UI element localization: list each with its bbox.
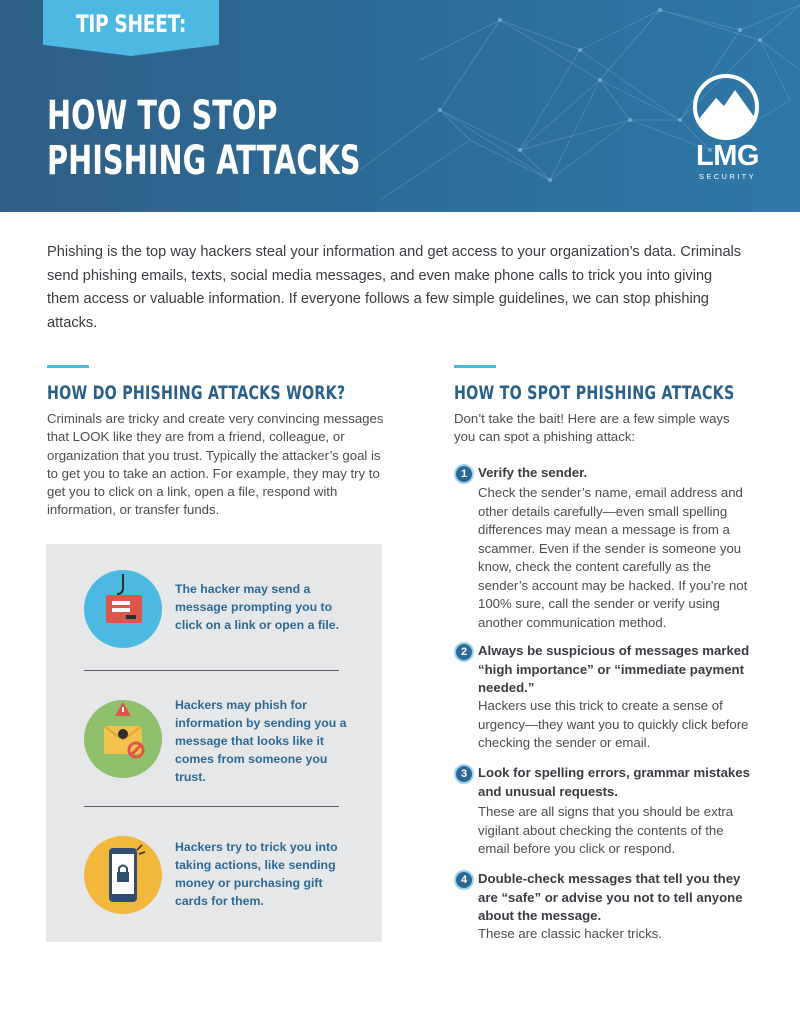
warning-envelope-icon	[84, 700, 162, 778]
step-number-4: 4	[454, 870, 474, 890]
page-title	[47, 94, 361, 184]
fishhook-message-icon	[84, 570, 162, 648]
callout-text-1: The hacker may send a message prompting you to click on a link or open a file.	[175, 582, 340, 632]
right-intro: Don’t take the bait! Here are a few simple ways you can spot a phishing attack:	[454, 411, 730, 445]
step-heading-4: Double-check messages that tell you they are “safe” or advise you not to tell anyone about the message.	[478, 871, 743, 923]
step-body-3: These are all signs that you should be extra vigilant about checking the contents of the email before you click or respond.	[478, 804, 734, 856]
callout-text-3: Hackers try to trick you into taking actions, like sending money or purchasing gift cards for them.	[175, 840, 338, 908]
header-banner	[0, 0, 800, 212]
intro-paragraph: Phishing is the top way hackers steal your information and get access to your organization’s data. Criminals send phishing emails, texts, social media messages, and even make phone calls to trick you into giving them access or valuable information. If everyone follows a few simple guidelines, we can stop phishing attacks.	[47, 244, 742, 331]
right-heading: HOW TO SPOT PHISHING ATTACKS	[454, 382, 735, 404]
right-accent-bar	[454, 365, 496, 368]
callout-divider-1	[84, 670, 339, 671]
step-number-3: 3	[454, 764, 474, 784]
step-heading-2: Always be suspicious of messages marked “high importance” or “immediate payment needed.”	[478, 643, 750, 695]
left-accent-bar	[47, 365, 89, 368]
step-number-2: 2	[454, 642, 474, 662]
step-heading-3: Look for spelling errors, grammar mistakes and unusual requests.	[478, 765, 750, 799]
logo-subtitle: SECURITY	[698, 172, 757, 181]
left-heading: HOW DO PHISHING ATTACKS WORK?	[47, 382, 346, 404]
tip-sheet-label: TIP SHEET:	[75, 10, 187, 38]
callout-divider-2	[84, 806, 339, 807]
logo-wordmark: LMG	[696, 140, 759, 172]
phone-lock-icon	[84, 836, 162, 914]
step-body-1: Check the sender’s name, email address and other details carefully—even small spelling differences may mean a message is from a scammer. Even if the sender is someone you know, check the content carefully as the sender’s account may be hacked. If you’re not 100% sure, call the sender or verify using another communication method.	[478, 485, 748, 630]
step-body-2: Hackers use this trick to create a sense of urgency—they want you to quickly click before checking the sender or email.	[478, 698, 749, 750]
step-body-4: These are classic hacker tricks.	[478, 926, 662, 941]
callout-text-2: Hackers may phish for information by sending you a message that looks like it comes from someone you trust.	[175, 698, 347, 784]
title-line-1: HOW TO STOP	[47, 93, 278, 139]
title-line-2: PHISHING ATTACKS	[47, 138, 361, 184]
left-body: Criminals are tricky and create very convincing messages that LOOK like they are from a friend, colleague, or organization that you trust. Typically the attacker’s goal is to get you to take an action. For example, they may try to get you to click on a link, open a file, respond with information, or transfer funds.	[47, 411, 384, 518]
step-heading-1: Verify the sender.	[478, 465, 588, 480]
step-number-1: 1	[454, 464, 474, 484]
